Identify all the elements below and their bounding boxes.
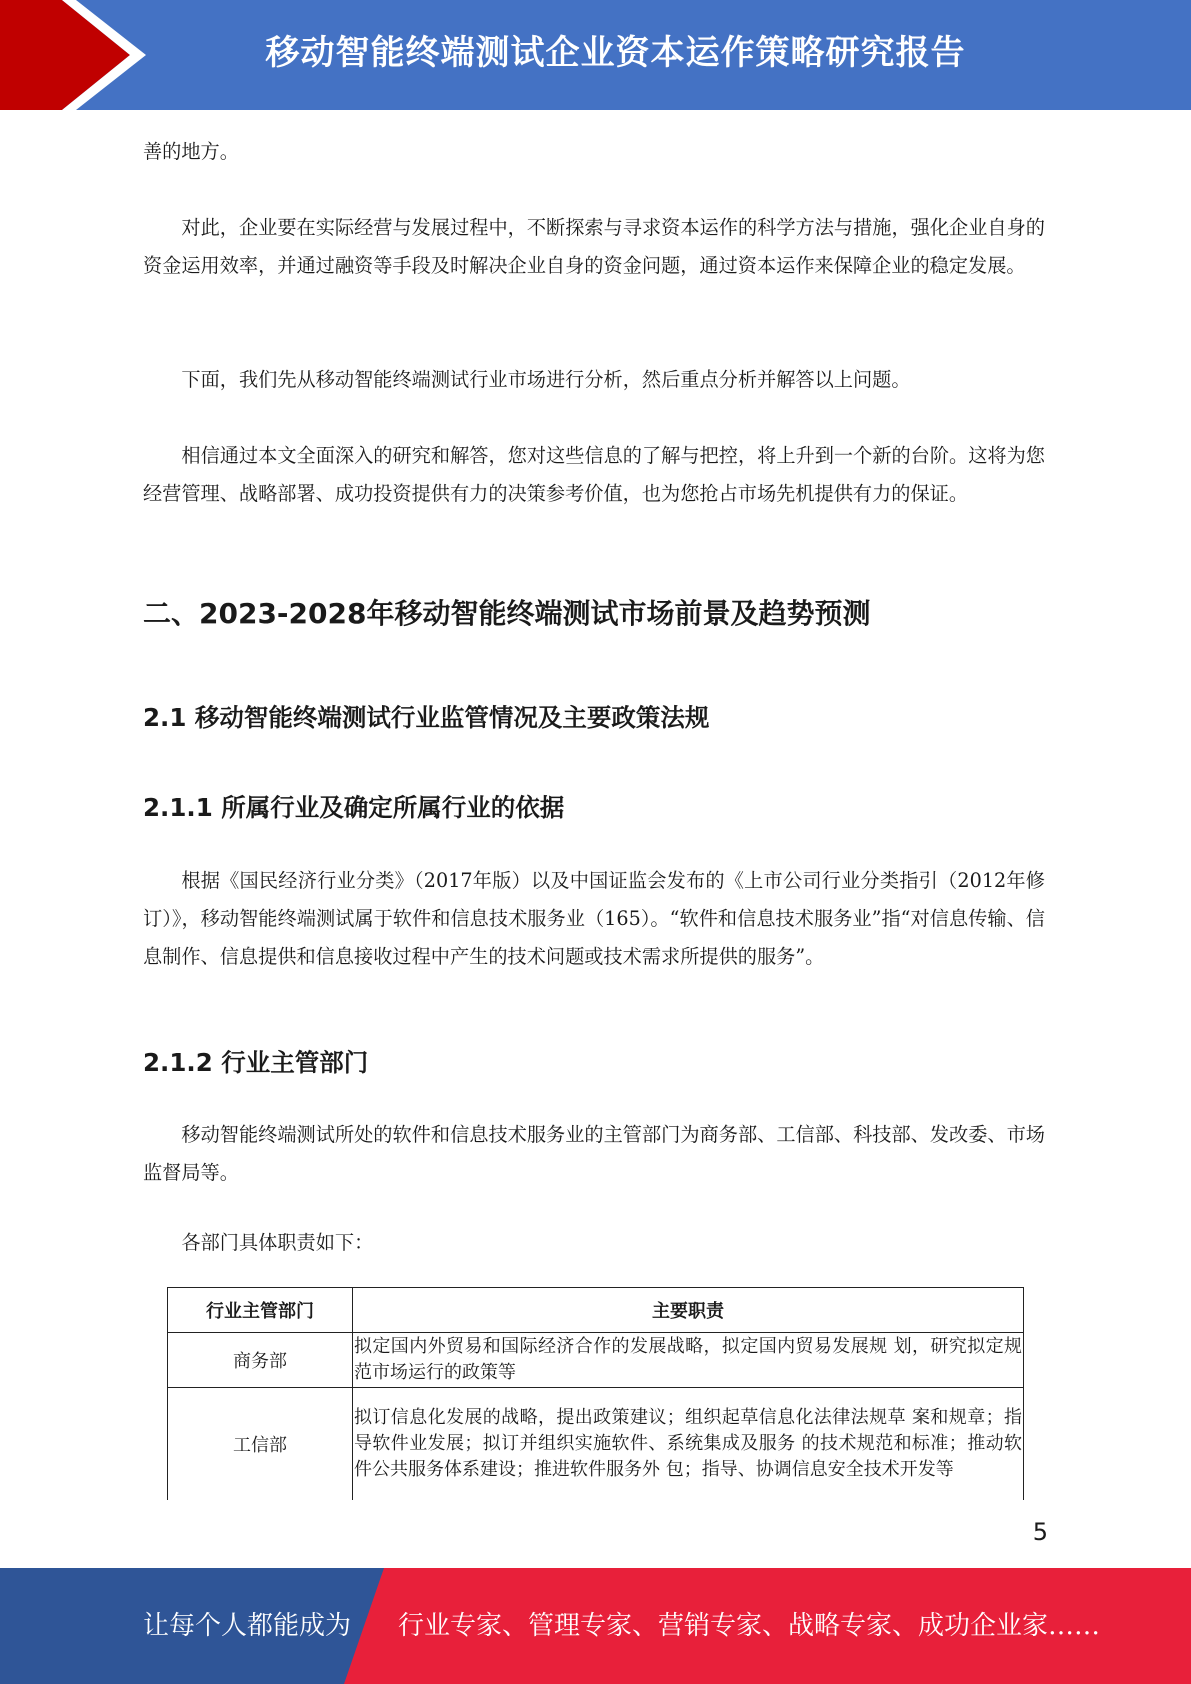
section-heading: 二、2023-2028年移动智能终端测试市场前景及趋势预测 xyxy=(143,597,871,630)
subsection-heading-2-1: 2.1 移动智能终端测试行业监管情况及主要政策法规 xyxy=(143,703,710,732)
report-title: 移动智能终端测试企业资本运作策略研究报告 xyxy=(265,33,966,73)
subsection-heading-2-1-1: 2.1.1 所属行业及确定所属行业的依据 xyxy=(143,793,565,822)
table-cell-duty: 拟订信息化发展的战略，提出政策建议；组织起草信息化法律法规草 案和规章；指导软件业发展；拟订并组织实施软件、系统集成及服务 的技术规范和标准；推动软件公共服务体系建设；推进软件服务外 包；指导、协调信息安全技术开发等 xyxy=(353,1388,1024,1501)
page-number: 5 xyxy=(1032,1518,1048,1546)
subsection-heading-2-1-2: 2.1.2 行业主管部门 xyxy=(143,1048,369,1077)
table-cell-duty: 拟定国内外贸易和国际经济合作的发展战略，拟定国内贸易发展规 划，研究拟定规范市场运行的政策等 xyxy=(353,1333,1024,1388)
table-row xyxy=(168,1333,1024,1388)
paragraph-continuation: 善的地方。 xyxy=(143,140,239,163)
paragraph-table-intro: 各部门具体职责如下： xyxy=(181,1231,374,1254)
table-cell-dept: 商务部 xyxy=(168,1333,353,1388)
paragraph-industry-classification: 根据《国民经济行业分类》（2017年版）以及中国证监会发布的《上市公司行业分类指引（2012年修订）》，移动智能终端测试属于软件和信息技术服务业（165）。“软件和信息技术服务业”指“对信息传输、信息制作、信息提供和信息接收过程中产生的技术问题或技术需求所提供的服务”。 xyxy=(143,869,1045,968)
footer-slogan-left: 让每个人都能成为 xyxy=(143,1611,352,1641)
table-row xyxy=(168,1388,1024,1501)
paragraph-research-value: 相信通过本文全面深入的研究和解答，您对这些信息的了解与把控，将上升到一个新的台阶。这将为您经营管理、战略部署、成功投资提供有力的决策参考价值，也为您抢占市场先机提供有力的保证。 xyxy=(143,444,1045,505)
paragraph-competent-departments: 移动智能终端测试所处的软件和信息技术服务业的主管部门为商务部、工信部、科技部、发改委、市场监督局等。 xyxy=(143,1123,1045,1184)
table-cell-dept: 工信部 xyxy=(168,1388,353,1501)
table-header-duty: 主要职责 xyxy=(353,1288,1024,1333)
footer-slogan-right: 行业专家、管理专家、营销专家、战略专家、成功企业家…… xyxy=(398,1611,1101,1641)
paragraph-analysis-intro: 下面，我们先从移动智能终端测试行业市场进行分析，然后重点分析并解答以上问题。 xyxy=(181,368,911,391)
page-header xyxy=(0,0,1191,110)
page-footer xyxy=(0,1568,1191,1684)
table-header-dept: 行业主管部门 xyxy=(168,1288,353,1333)
department-duty-table xyxy=(167,1287,1024,1500)
table-header-row xyxy=(168,1288,1024,1333)
paragraph-capital-operation: 对此，企业要在实际经营与发展过程中，不断探索与寻求资本运作的科学方法与措施，强化企业自身的资金运用效率，并通过融资等手段及时解决企业自身的资金问题，通过资本运作来保障企业的稳定发展。 xyxy=(143,216,1045,277)
chevron-arrow-icon xyxy=(0,0,160,110)
